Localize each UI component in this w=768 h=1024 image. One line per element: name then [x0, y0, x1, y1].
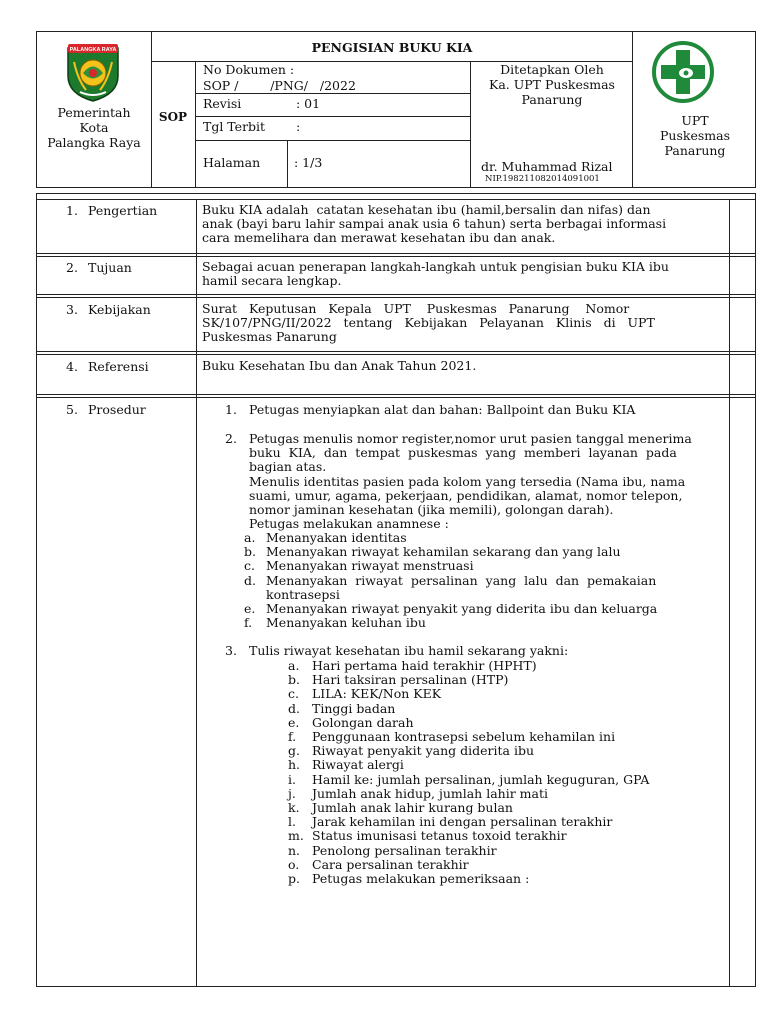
- section-label-pengertian: [66, 203, 157, 218]
- list-text: Menanyakan keluhan ibu: [266, 615, 426, 631]
- procedure-step-1: [225, 403, 635, 417]
- section-body-pengertian: [202, 203, 724, 245]
- section-label-text: Prosedur: [88, 402, 146, 417]
- list-text: LILA: KEK/Non KEK: [312, 686, 442, 702]
- list-text: Menanyakan identitas: [266, 530, 407, 545]
- step-line: Petugas menulis nomor register,nomor urut pasien tanggal menerima: [249, 431, 692, 446]
- divider: [36, 394, 756, 395]
- body-line: cara memelihara dan merawat kesehatan ibu dan anak.: [202, 230, 556, 245]
- divider: [36, 256, 756, 257]
- section-number: 3.: [66, 302, 78, 317]
- list-text: Penolong persalinan terakhir: [312, 842, 497, 858]
- list-text: Golongan darah: [312, 714, 414, 730]
- step-line: suami, umur, agama, pekerjaan, pendidikan, alamat, nomor telepon,: [249, 487, 683, 503]
- list-marker: d.: [244, 572, 256, 588]
- halaman-label: Halaman: [203, 155, 261, 170]
- puskesmas-name: [634, 113, 756, 158]
- step-number: 3.: [225, 643, 237, 658]
- list-item: [288, 844, 718, 858]
- no-dokumen-label: No Dokumen :: [203, 62, 295, 77]
- list-marker: o.: [288, 856, 300, 872]
- ditetapkan-line: Ka. UPT Puskesmas: [489, 77, 615, 92]
- government-name: [38, 105, 150, 150]
- step-line: Menulis identitas pasien pada kolom yang tersedia (Nama ibu, nama: [249, 473, 686, 489]
- list-item: [244, 616, 724, 630]
- divider: [36, 351, 756, 352]
- divider: [196, 199, 197, 987]
- section-label-text: Referensi: [88, 359, 149, 374]
- gov-name-line: Pemerintah: [57, 105, 131, 120]
- list-item: [288, 773, 718, 787]
- revisi-value: : 01: [296, 96, 321, 111]
- list-text: Tinggi badan: [312, 700, 396, 716]
- list-marker: h.: [288, 757, 301, 773]
- list-item: [244, 531, 724, 545]
- divider: [729, 199, 730, 987]
- section-number: 1.: [66, 203, 78, 218]
- procedure-step-3: [225, 644, 568, 658]
- list-marker: c.: [244, 558, 255, 574]
- document-title: PENGISIAN BUKU KIA: [311, 40, 473, 55]
- gov-name-line: Kota: [79, 120, 109, 135]
- divider: [195, 116, 470, 117]
- list-marker: b.: [244, 544, 256, 560]
- divider: [36, 253, 756, 254]
- divider: [470, 61, 471, 188]
- list-item: [288, 659, 718, 673]
- pkm-name-line: UPT: [681, 113, 709, 128]
- list-item: [288, 787, 718, 801]
- divider: [36, 294, 756, 295]
- body-line: Puskesmas Panarung: [202, 329, 337, 344]
- list-item: [288, 716, 718, 730]
- list-text: Menanyakan riwayat penyakit yang diderita ibu dan keluarga: [266, 601, 658, 617]
- list-text: Jumlah anak hidup, jumlah lahir mati: [312, 785, 548, 801]
- list-item: [288, 815, 718, 829]
- list-marker: p.: [288, 871, 300, 887]
- section-label-text: Pengertian: [88, 203, 158, 218]
- list-text: Jumlah anak lahir kurang bulan: [312, 800, 513, 816]
- list-item: [244, 559, 724, 573]
- list-marker: g.: [288, 743, 300, 759]
- ditetapkan-line: Ditetapkan Oleh: [500, 62, 604, 77]
- body-line: Surat Keputusan Kepala UPT Puskesmas Panarung Nomor: [202, 301, 630, 316]
- step-line: bagian atas.: [249, 459, 327, 475]
- list-item: [288, 858, 718, 872]
- list-text: Menanyakan riwayat menstruasi: [266, 558, 474, 574]
- riwayat-list: [288, 659, 718, 886]
- step-text: Tulis riwayat kesehatan ibu hamil sekarang yakni:: [249, 643, 569, 658]
- list-item: [288, 872, 718, 886]
- section-label-referensi: [66, 359, 149, 374]
- tgl-terbit-label: Tgl Terbit: [203, 119, 266, 134]
- list-item: [288, 702, 718, 716]
- list-marker: e.: [288, 714, 300, 730]
- list-text: Hamil ke: jumlah persalinan, jumlah keguguran, GPA: [312, 771, 650, 787]
- list-text: Penggunaan kontrasepsi sebelum kehamilan ini: [312, 729, 616, 745]
- divider: [195, 61, 196, 188]
- puskesmas-logo: [650, 40, 716, 104]
- body-line: SK/107/PNG/II/2022 tentang Kebijakan Pelayanan Klinis di UPT: [202, 315, 655, 330]
- list-marker: c.: [288, 686, 299, 702]
- divider: [36, 354, 756, 355]
- list-marker: f.: [244, 615, 253, 631]
- halaman-value: : 1/3: [294, 155, 323, 170]
- palangka-raya-logo: [64, 40, 122, 102]
- list-item: [288, 758, 718, 772]
- revisi-label: Revisi: [203, 96, 242, 111]
- list-item: [288, 744, 718, 758]
- list-marker: f.: [288, 729, 297, 745]
- divider: [632, 31, 633, 188]
- ditetapkan-line: Panarung: [521, 92, 583, 107]
- section-label-text: Tujuan: [88, 260, 132, 275]
- body-line: Sebagai acuan penerapan langkah-langkah untuk pengisian buku KIA ibu: [202, 259, 669, 274]
- anamnese-list: [244, 531, 724, 630]
- section-label-prosedur: [66, 402, 146, 417]
- signer-name: dr. Muhammad Rizal: [481, 159, 613, 174]
- section-label-tujuan: [66, 260, 132, 275]
- list-text: Cara persalinan terakhir: [312, 856, 469, 872]
- list-marker: d.: [288, 700, 300, 716]
- body-line: Buku KIA adalah catatan kesehatan ibu (hamil,bersalin dan nifas) dan: [202, 202, 651, 217]
- logo-lettering: PALANGKA RAYA: [69, 47, 117, 53]
- list-item: [244, 602, 724, 616]
- sop-label: SOP: [158, 110, 188, 124]
- list-text: Jarak kehamilan ini dengan persalinan terakhir: [312, 814, 613, 830]
- list-text: Riwayat alergi: [312, 757, 404, 773]
- list-item: [288, 801, 718, 815]
- section-body-referensi: [202, 359, 724, 373]
- gov-name-line: Palangka Raya: [47, 135, 141, 150]
- section-number: 4.: [66, 359, 78, 374]
- list-marker: e.: [244, 601, 256, 617]
- list-text: Petugas melakukan pemeriksaan :: [312, 871, 530, 887]
- list-text: Hari taksiran persalinan (HTP): [312, 672, 509, 688]
- divider: [36, 297, 756, 298]
- list-item: [288, 730, 718, 744]
- step-number: 2.: [225, 431, 237, 446]
- list-marker: j.: [288, 785, 296, 801]
- body-line: hamil secara lengkap.: [202, 273, 342, 288]
- section-body-tujuan: [202, 260, 724, 288]
- signer-nip: NIP.198211082014091001: [485, 174, 600, 184]
- pkm-name-line: Puskesmas: [660, 128, 730, 143]
- list-marker: l.: [288, 814, 296, 830]
- step-line: Petugas melakukan anamnese :: [249, 516, 449, 532]
- list-text: Riwayat penyakit yang diderita ibu: [312, 743, 535, 759]
- divider: [287, 141, 288, 188]
- body-line: anak (bayi baru lahir sampai anak usia 6 tahun) serta berbagai informasi: [202, 216, 667, 231]
- list-marker: k.: [288, 800, 300, 816]
- step-line: nomor jaminan kesehatan (jika memili), golongan darah).: [249, 502, 614, 518]
- divider: [36, 397, 756, 398]
- list-marker: a.: [288, 658, 300, 673]
- section-label-kebijakan: [66, 302, 151, 317]
- section-number: 5.: [66, 402, 78, 417]
- ditetapkan-oleh: [472, 62, 632, 107]
- step-text: Petugas menyiapkan alat dan bahan: Ballpoint dan Buku KIA: [249, 402, 636, 417]
- list-text: Menanyakan riwayat persalinan yang lalu dan pemakaian: [266, 572, 657, 588]
- body-line: Buku Kesehatan Ibu dan Anak Tahun 2021.: [202, 358, 477, 373]
- list-item: [244, 574, 724, 588]
- list-text: Status imunisasi tetanus toxoid terakhir: [312, 828, 567, 844]
- list-text: Menanyakan riwayat kehamilan sekarang dan yang lalu: [266, 544, 621, 560]
- list-marker: a.: [244, 530, 256, 545]
- list-text: Hari pertama haid terakhir (HPHT): [312, 658, 537, 673]
- list-marker: n.: [288, 842, 301, 858]
- section-number: 2.: [66, 260, 78, 275]
- list-item: [288, 829, 718, 843]
- section-label-text: Kebijakan: [88, 302, 151, 317]
- section-body-kebijakan: [202, 302, 724, 344]
- list-item: [288, 687, 718, 701]
- list-marker: b.: [288, 672, 300, 688]
- no-dokumen-value: SOP / /PNG/ /2022: [203, 78, 356, 93]
- divider: [195, 93, 470, 94]
- list-marker: i.: [288, 771, 296, 787]
- tgl-terbit-value: :: [296, 119, 301, 134]
- step-number: 1.: [225, 402, 237, 417]
- list-marker: m.: [288, 828, 304, 844]
- procedure-step-2: [249, 432, 723, 531]
- divider: [36, 199, 756, 200]
- divider: [195, 140, 470, 141]
- list-item: [288, 673, 718, 687]
- list-item-continuation: kontrasepsi: [266, 586, 340, 602]
- step-line: buku KIA, dan tempat puskesmas yang memberi layanan pada: [249, 445, 677, 461]
- pkm-name-line: Panarung: [664, 143, 726, 158]
- list-item: [244, 545, 724, 559]
